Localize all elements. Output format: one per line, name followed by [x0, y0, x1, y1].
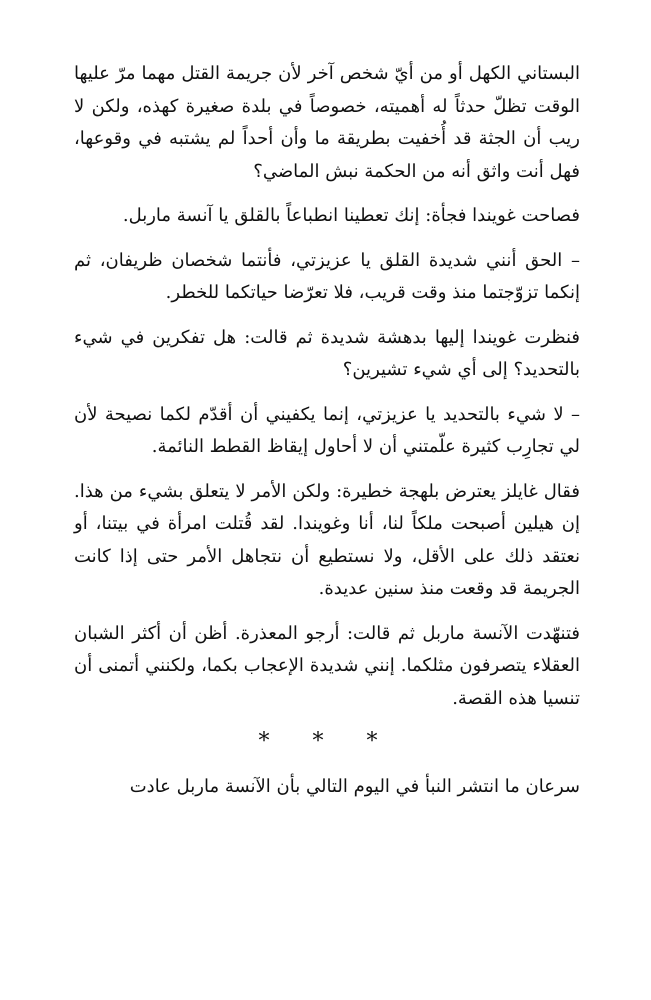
paragraph-7-text: فتنهّدت الآنسة ماربل ثم قالت: أرجو المعذرة. أظن أن أكثر الشبان العقلاء يتصرفون مثلكما. إنني شديدة الإعجاب بكما، ولكنني أتمنى أن تنسيا هذه القصة. [74, 622, 580, 709]
paragraph-5 [74, 399, 580, 464]
section-separator: * * * [258, 729, 396, 754]
paragraph-1-text: البستاني الكهل أو من أيّ شخص آخر لأن جريمة القتل مهما مرّ عليها الوقت تظلّ حدثاً له أهميته، خصوصاً في بلدة صغيرة كهذه، ولكن لا ريب أن الجثة قد أُخفيت بطريقة ما وأن أحداً لم يشتبه في وقوعها، فهل أنت واثق أنه من الحكمة نبش الماضي؟ [74, 63, 580, 182]
paragraph-2 [74, 200, 580, 233]
paragraph-5-text: – لا شيء بالتحديد يا عزيزتي، إنما يكفيني أن أقدّم لكما نصيحة لأن لي تجارِب كثيرة علّمتني أن لا أحاول إيقاظ القطط النائمة. [74, 403, 580, 457]
paragraph-4-text: فنظرت غويندا إليها بدهشة شديدة ثم قالت: هل تفكرين في شيء بالتحديد؟ إلى أي شيء تشيرين؟ [74, 326, 580, 380]
paragraph-1 [74, 58, 580, 188]
paragraph-last [74, 771, 580, 804]
paragraph-last-text: سرعان ما انتشر النبأ في اليوم التالي بأن الآنسة ماربل عادت [129, 776, 580, 797]
paragraph-6-text: فقال غايلز يعترض بلهجة خطيرة: ولكن الأمر لا يتعلق بشيء من هذا. إن هيلين أصبحت ملكاً لنا، أنا وغويندا. لقد قُتلت امرأة في بيتنا، أو نعتقد ذلك على الأقل، ولا نستطيع أن نتجاهل الأمر حتى إذا كانت الجريمة قد وقعت منذ سنين عديدة. [74, 480, 580, 599]
paragraph-6 [74, 476, 580, 606]
paragraph-3 [74, 245, 580, 310]
paragraph-4 [74, 322, 580, 387]
paragraph-3-text: – الحق أنني شديدة القلق يا عزيزتي، فأنتما شخصان ظريفان، ثم إنكما تزوّجتما منذ وقت قريب، فلا تعرّضا حياتكما للخطر. [74, 249, 580, 303]
page-body [74, 58, 580, 816]
paragraph-2-text: فصاحت غويندا فجأة: إنك تعطينا انطباعاً بالقلق يا آنسة ماربل. [122, 205, 580, 226]
paragraph-7 [74, 618, 580, 716]
